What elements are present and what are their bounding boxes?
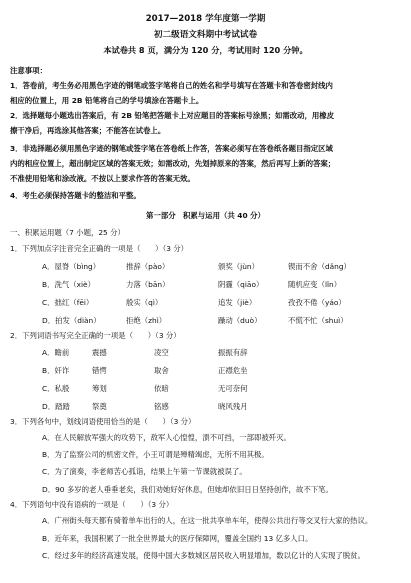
section-title: 一、积累运用题（7 小题，25 分） (10, 228, 125, 237)
question-3-option-d: D．90 多岁的老人垂垂老矣，我们劝她好好休息，但她却依旧日日坚持创作，故不下笔。 (42, 485, 333, 494)
option-cell: 筹划 (92, 384, 107, 393)
question-4-stem: 4．下列语句中没有语病的一项是（ ）（3 分） (10, 500, 174, 509)
school-year-title: 2017—2018 学年度第一学期 (145, 14, 266, 24)
option-cell: 不慌不忙（shuì） (288, 316, 348, 325)
option-cell: 颁奖（jùn） (218, 262, 259, 271)
question-3-option-b: B．为了监察公司的机密文件，小王可谓是殚精竭虑，无所不用其极。 (42, 450, 269, 459)
question-4-option-a: A．广州街头每天都有骑着单车出行的人，在这一批共享单车年，使得公共出行等交叉行大家的热议。 (42, 516, 373, 525)
question-2-option-b (42, 366, 401, 376)
question-2-option-a (42, 348, 401, 358)
option-cell: B．洗气（xiè） (42, 280, 95, 289)
option-cell: 锲而不舍（dǎng） (288, 262, 351, 271)
option-cell: C．私殷 (42, 384, 70, 393)
option-cell: 随机应变（lǐn） (288, 280, 342, 289)
option-cell: 依暗 (154, 384, 169, 393)
option-cell: A．瞻前 (42, 348, 70, 357)
question-1-option-c (42, 298, 401, 308)
option-cell: 追发（jiè） (218, 298, 257, 307)
option-cell: 殷实（qì） (126, 298, 163, 307)
option-cell: 力落（bān） (126, 280, 170, 289)
question-3-stem: 3．下列各句中，划线词语使用恰当的是（ ）（3 分） (10, 417, 196, 426)
question-2-option-d (42, 402, 401, 412)
option-cell: 祭奠 (92, 402, 107, 411)
question-4-option-c: C．经过多年的经济高速发展，使得中国大多数城区居民收入明显增加，数以亿计的人实现了脱贫。 (42, 551, 365, 560)
option-cell: 错愕 (92, 366, 107, 375)
question-2-stem: 2．下列词语书写完全正确的一项是（ ）（3 分） (10, 331, 181, 340)
option-cell: 铭感 (154, 402, 169, 411)
option-cell: 躁动（duò） (218, 316, 262, 325)
notice-line: 1．答卷前，考生务必用黑色字迹的钢笔或签字笔将自己的姓名和学号填写在答题卡和答卷密封线内 (10, 81, 333, 90)
question-1-stem: 1．下列加点字注音完全正确的一项是（ ）（3 分） (10, 244, 189, 253)
notice-line: 擦干净后，再选涂其他答案；不能答在试卷上。 (10, 126, 166, 135)
question-1-option-a (42, 262, 401, 272)
option-cell: 阴霾（qiāo） (218, 280, 264, 289)
option-cell: 拒绝（zhì） (126, 316, 167, 325)
option-cell: B．奸诈 (42, 366, 70, 375)
question-4-option-b: B．近年来，我国积累了一批全世界最大的医疗保障网，覆盖全国约 13 亿多人口。 (42, 534, 313, 543)
option-cell: D．拍发（diàn） (42, 316, 101, 325)
notice-line: 2．选择题每小题选出答案后，有 2B 铅笔把答题卡上对应题目的答案标号涂黑；如需改动，用橡皮 (10, 111, 335, 120)
option-cell: 取舍 (154, 366, 169, 375)
option-cell: 正襟危坐 (218, 366, 248, 375)
notice-line: 相应的位置上，用 2B 铅笔将自己的学号填涂在答题卡上。 (10, 96, 204, 105)
notice-line: 不准使用铅笔和涂改液。不按以上要求作答的答案无效。 (10, 174, 195, 183)
notice-line: 3．非选择题必须用黑色字迹的钢笔或签字笔在答卷纸上作答，答案必须写在答卷纸各题目指定区域 (10, 144, 333, 153)
question-1-option-d (42, 316, 401, 326)
option-cell: 凌空 (154, 348, 169, 357)
option-cell: 振振有辞 (218, 348, 248, 357)
notice-title: 注意事项： (10, 66, 47, 75)
question-1-option-b (42, 280, 401, 290)
exam-info: 本试卷共 8 页，满分为 120 分，考试用时 120 分钟。 (103, 45, 308, 55)
option-cell: 无可奈何 (218, 384, 248, 393)
exam-title: 初二级语文科期中考试试卷 (153, 30, 258, 40)
question-2-option-c (42, 384, 401, 394)
option-cell: C．拙红（fēi） (42, 298, 94, 307)
option-cell: D．踏踏 (42, 402, 70, 411)
option-cell: 孜孜不倦（yáo） (288, 298, 346, 307)
notice-line: 4．考生必须保持答题卡的整洁和平整。 (10, 191, 141, 200)
question-3-option-c: C．为了演奏，李老师苦心孤诣，结果上午第一节课就被误了。 (42, 467, 247, 476)
option-cell: A．屋脊（bìng） (42, 262, 101, 271)
option-cell: 晓风残月 (218, 402, 248, 411)
option-cell: 推辞（pào） (126, 262, 170, 271)
notice-line: 内的相应位置上，超出制定区域的答案无效；如需改动，先划掉原来的答案，然后再写上新的答案； (10, 159, 336, 168)
part-title: 第一部分 积累与运用（共 40 分） (146, 211, 265, 220)
question-3-option-a: A．在人民解放军强大的攻势下，敌军人心惶惶，溃不可挡，一部即被歼灭。 (42, 433, 291, 442)
option-cell: 震撼 (92, 348, 107, 357)
